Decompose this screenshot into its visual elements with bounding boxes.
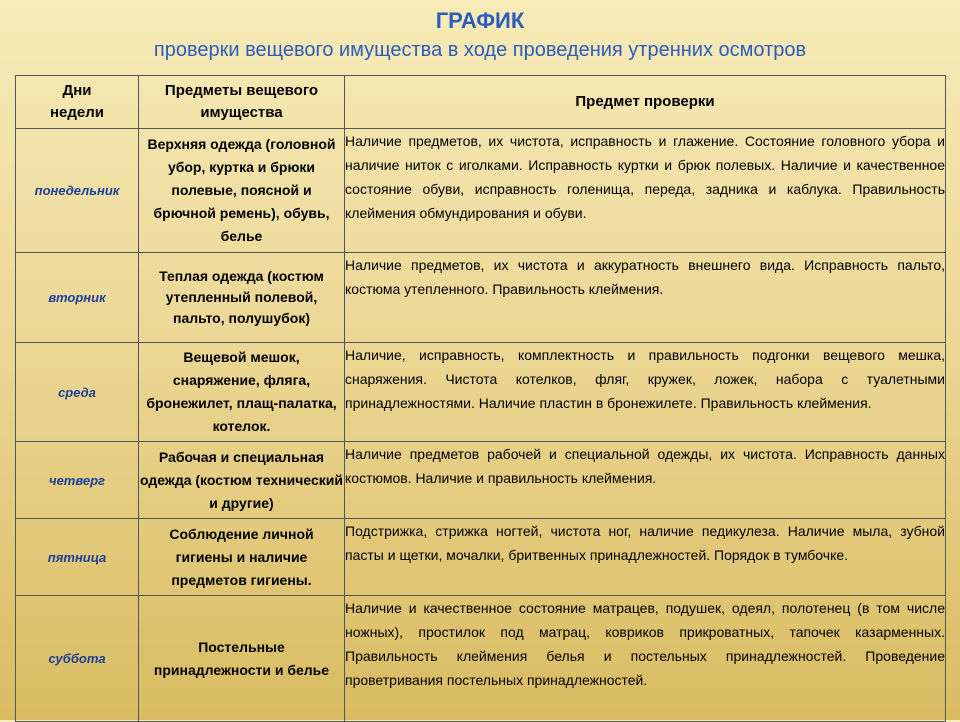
- table-row: [16, 519, 946, 596]
- table-row: [16, 596, 946, 722]
- items-cell: Постельные принадлежности и белье: [139, 596, 345, 722]
- items-cell: Вещевой мешок, снаряжение, фляга, бронежилет, плащ-палатка, котелок.: [139, 343, 345, 442]
- table-row: [16, 253, 946, 343]
- check-cell: Наличие и качественное состояние матрацев, подушек, одеял, полотенец (в том числе ножных), простилок под матрац, ковриков прикроватных, тапочек казарменных. Правильность клеймения белья и постельных принадлежностей. Проведение проветривания постельных принадлежностей.: [345, 596, 946, 722]
- check-cell: Подстрижка, стрижка ногтей, чистота ног, наличие педикулеза. Наличие мыла, зубной пасты и щетки, мочалки, бритвенных принадлежностей. Порядок в тумбочке.: [345, 519, 946, 596]
- items-cell: Верхняя одежда (головной убор, куртка и брюки полевые, поясной и брючной ремень), обувь, белье: [139, 129, 345, 253]
- items-cell: Соблюдение личной гигиены и наличие предметов гигиены.: [139, 519, 345, 596]
- day-cell: вторник: [16, 253, 139, 343]
- page-title: ГРАФИК: [435, 8, 525, 33]
- check-cell: Наличие предметов рабочей и специальной одежды, их чистота. Исправность данных костюмов. Наличие и правильность клеймения.: [345, 442, 946, 519]
- table-row: [16, 442, 946, 519]
- column-header-items: Предметы вещевого имущества: [139, 76, 345, 129]
- day-cell: понедельник: [16, 129, 139, 253]
- check-cell: Наличие предметов, их чистота, исправность и глажение. Состояние головного убора и наличие ниток с иголками. Исправность куртки и брюк полевых. Наличие и качественное состояние обуви, исправность голенища, переда, задника и каблука. Правильность клеймения обмундирования и обуви.: [345, 129, 946, 253]
- page-subtitle: проверки вещевого имущества в ходе проведения утренних осмотров: [153, 39, 807, 61]
- day-cell: пятница: [16, 519, 139, 596]
- table-row: [16, 343, 946, 442]
- table-row: [16, 129, 946, 253]
- schedule-table: [15, 75, 946, 722]
- table-header-row: [16, 76, 946, 129]
- day-cell: суббота: [16, 596, 139, 722]
- day-cell: четверг: [16, 442, 139, 519]
- column-header-check: Предмет проверки: [345, 76, 946, 129]
- check-cell: Наличие предметов, их чистота и аккуратность внешнего вида. Исправность пальто, костюма утепленного. Правильность клеймения.: [345, 253, 946, 343]
- column-header-days: Дни недели: [16, 76, 139, 129]
- items-cell: Теплая одежда (костюм утепленный полевой, пальто, полушубок): [139, 253, 345, 343]
- day-cell: среда: [16, 343, 139, 442]
- check-cell: Наличие, исправность, комплектность и правильность подгонки вещевого мешка, снаряжения. Чистота котелков, фляг, кружек, ложек, набора с туалетными принадлежностями. Наличие пластин в бронежилете. Правильность клеймения.: [345, 343, 946, 442]
- items-cell: Рабочая и специальная одежда (костюм технический и другие): [139, 442, 345, 519]
